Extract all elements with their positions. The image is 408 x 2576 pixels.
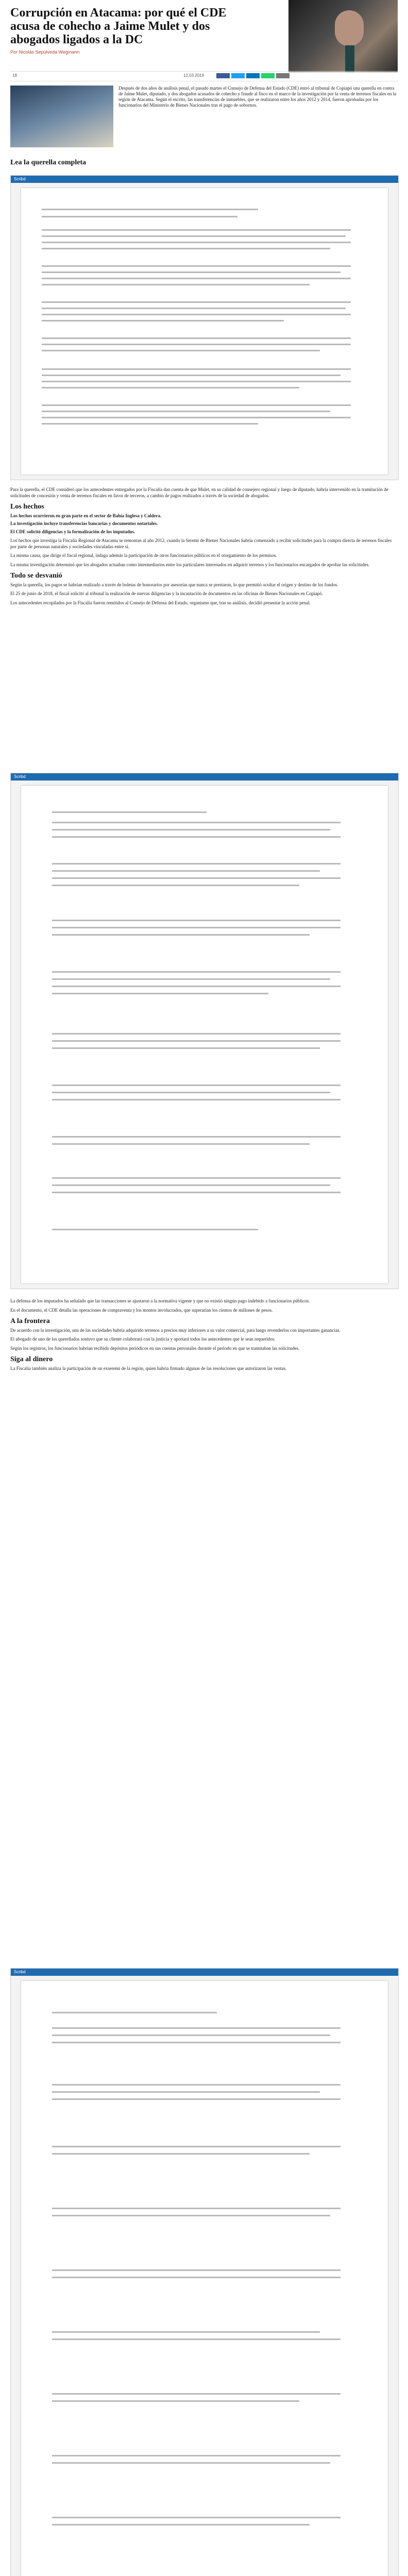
paragraph: De acuerdo con la investigación, una de las sociedades habría adquirido terrenos a precios muy inferiores a su valor comercial, para luego revenderlos con importantes ganancias. — [10, 1327, 341, 1333]
lead-text: Después de dos años de análisis penal, el pasado martes el Consejo de Defensa del Estado (CDE) entró al tribunal de Copiapó una querella en contra de Jaime Mulet, diputado, y dos abogados acusados de cohecho y fraude al fisco en el marco de la investigación por la venta de terrenos fiscales en la región de Atacama. Según el escrito, las transferencias de inmuebles, que se realizaron entre los años 2012 y 2014, fueron aprobadas por los funcionarios del Ministerio de Bienes Nacionales tras el pago de sobornos. — [118, 86, 397, 108]
share-buttons — [216, 73, 290, 78]
section-heading: A la frontera — [10, 1317, 50, 1325]
paragraph: Según los registros, los funcionarios habrían recibido depósitos periódicos en sus cuentas personales durante el periodo en que se tramitaban las solicitudes. — [10, 1345, 300, 1351]
section-heading: Todo se desvanió — [10, 572, 62, 580]
paragraph: En el documento, el CDE detalla las operaciones de compraventa y los montos involucrados, que superarían los cientos de millones de pesos. — [10, 1307, 273, 1313]
bullet-item: Los hechos ocurrieron en gran parte en el sector de Bahía Inglesa y Caldera. — [10, 513, 162, 518]
paragraph: Según la querella, los pagos se habrían realizado a través de boletas de honorarios por asesorías que nunca se prestaron, lo que permitió ocultar el origen y destino de los fondos. — [10, 582, 338, 587]
hero-tie — [345, 45, 354, 72]
byline[interactable]: Por Nicolás Sepúlveda Wegmann — [10, 49, 80, 55]
paragraph: Los hechos que investiga la Fiscalía Regional de Atacama se remontan al año 2012, cuando la Seremi de Bienes Nacionales habría comenzado a recibir solicitudes para la compra directa de terrenos fiscales por parte de personas naturales y sociedades vinculadas entre sí. — [10, 538, 392, 549]
share-toolbar — [10, 71, 398, 81]
bullet-item: El CDE solicitó diligencias y la formalización de los imputados. — [10, 529, 135, 534]
lead-photo — [10, 86, 113, 147]
paragraph: El 25 de junio de 2018, el fiscal solicitó al tribunal la realización de nuevas diligencias y la incautación de documentos en las oficinas de Bienes Nacionales en Copiapó. — [10, 591, 323, 596]
paragraph: El abogado de uno de los querellados sostuvo que su cliente colaborará con la justicia y aportará todos los antecedentes que le sean requeridos. — [10, 1336, 276, 1342]
article-date: 12.03.2019 — [183, 73, 205, 78]
section-heading: Siga al dinero — [10, 1355, 53, 1363]
email-icon[interactable] — [276, 73, 290, 78]
section-3-text — [10, 1298, 398, 1375]
paragraph: La defensa de los imputados ha señalado que las transacciones se ajustaron a la normativa vigente y que no existió ningún pago indebido a funcionarios públicos. — [10, 1298, 310, 1303]
section-1-text — [10, 487, 398, 609]
paragraph: Los antecedentes recopilados por la Fiscalía fueron remitidos al Consejo de Defensa del Estado, organismo que, tras su análisis, decidió presentar la acción penal. — [10, 600, 311, 605]
paragraph: Para la querella, el CDE consideró que los antecedentes entregados por la Fiscalía dan cuenta de que Mulet, en su calidad de consejero regional y luego de diputado, habría intervenido en la tramitación de solicitudes de concesión y venta de terrenos fiscales en favor de terceros, a cambio de pagos realizados a través de la sociedad de abogados. — [10, 487, 388, 498]
doc-sheet — [21, 1981, 388, 2576]
bullet-item: La investigación incluye transferencias bancarias y documentos notariales. — [10, 521, 158, 526]
twitter-icon[interactable] — [231, 73, 245, 78]
section-1 — [10, 155, 398, 169]
facebook-icon[interactable] — [216, 73, 230, 78]
doc-viewer-bar: Scribd — [11, 176, 398, 183]
whatsapp-icon[interactable] — [261, 73, 275, 78]
doc-viewer-bar: Scribd — [11, 1969, 398, 1976]
linkedin-icon[interactable] — [246, 73, 260, 78]
doc-viewer-1[interactable] — [10, 175, 399, 480]
hero-photo — [288, 0, 398, 72]
paragraph: La Fiscalía también analiza la participación de un exseremi de la región, quien habría firmado algunas de las resoluciones que autorizaron las ventas. — [10, 1365, 287, 1371]
doc-sheet — [21, 188, 388, 474]
comment-count[interactable]: 18 — [12, 73, 17, 78]
section-heading: Lea la querella completa — [10, 159, 87, 166]
paragraph: La misma investigación determinó que los abogados actuaban como intermediarios entre los particulares interesados en adquirir terrenos y los funcionarios encargados de aprobar las solicitudes. — [10, 562, 370, 567]
article-wrapper — [10, 0, 398, 1974]
section-heading: Los hechos — [10, 503, 44, 511]
doc-viewer-2[interactable] — [10, 773, 399, 1289]
paragraph: La misma causa, que dirige el fiscal regional, indaga además la participación de otros funcionarios públicos en el otorgamiento de los permisos. — [10, 553, 277, 558]
hero-face — [335, 10, 364, 46]
doc-viewer-bar: Scribd — [11, 773, 398, 781]
article-title: Corrupción en Atacama: por qué el CDE acusa de cohecho a Jaime Mulet y dos abogados ligados a la DC — [10, 6, 227, 46]
doc-viewer-3[interactable] — [10, 1968, 399, 2576]
bullet-list — [10, 513, 398, 535]
doc-sheet — [21, 786, 388, 1283]
